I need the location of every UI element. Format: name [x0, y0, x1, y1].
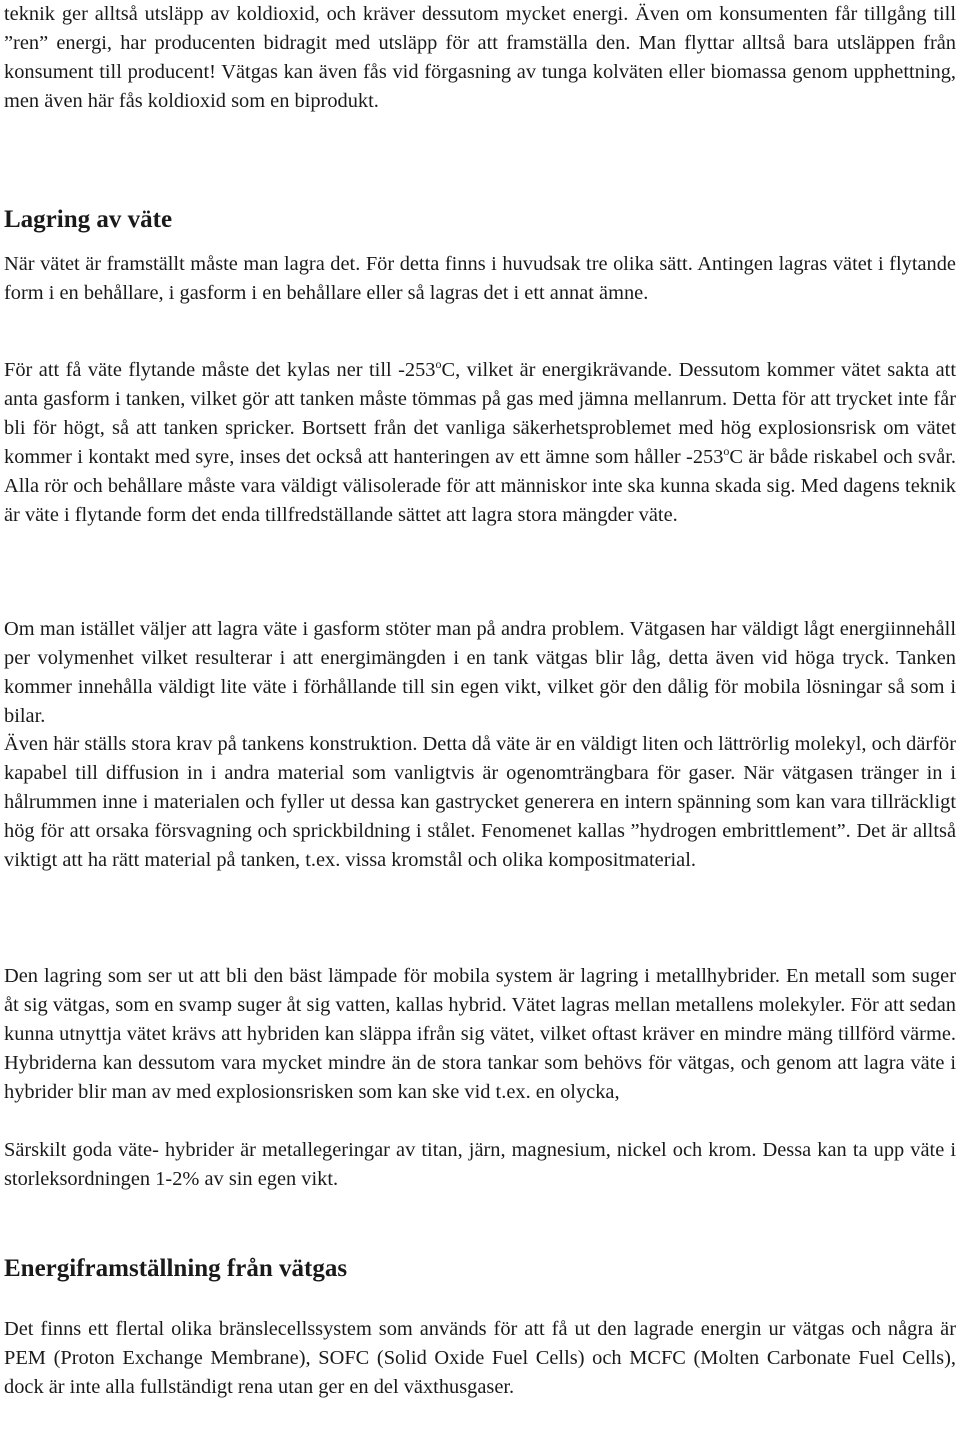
storage-p2-part2: C, vilket är energikrävande. Dessutom kommer vätet sakta att anta gasform i tanken, vilket gör att tanken måste tömmas på gas med jämna mellanrum. Detta för att trycket inte får bli för högt, så att tanken spricker. Bortsett från det vanliga säkerhetsproblemet med hög explosionsrisk om vätet kommer i kontakt med syre, inses det också att hanteringen av ett ämne som håller -253	[4, 359, 956, 468]
storage-paragraph-5: Den lagring som ser ut att bli den bäst lämpade för mobila system är lagring i metallhybrider. En metall som suger åt sig vätgas, som en svamp suger åt sig vatten, kallas hybrid. Vätet lagras mellan metallens molekyler. För att sedan kunna utnyttja vätet krävs att hybriden kan släppa ifrån sig vätet, vilket oftast kräver en mindre mäng tillförd värme. Hybriderna kan dessutom vara mycket mindre än de stora tankar som behövs för vätgas, och genom att lagra väte i hybrider blir man av med explosionsrisken som kan ske vid t.ex. en olycka,	[4, 965, 956, 1103]
energy-heading: Energiframställning från vätgas	[4, 1255, 348, 1282]
storage-paragraph-4: Även här ställs stora krav på tankens konstruktion. Detta då väte är en väldigt liten och lättrörlig molekyl, och därför kapabel till diffusion in i andra material som vanligtvis är ogenomträngbara för gaser. När vätgasen tränger in i hålrummen inne i materialen och fyller ut dessa kan gastrycket generera en intern spänning som kan vara tillräckligt hög för att orsaka försvagning och sprickbildning i stålet. Fenomenet kallas ”hydrogen embrittlement”. Det är alltså viktigt att ha rätt material på tanken, t.ex. vissa kromstål och olika kompositmaterial.	[4, 733, 956, 871]
storage-p2-part3: C är både riskabel och svår. Alla rör och behållare måste vara väldigt välisolerade för att människor inte ska kunna skada sig. Med dagens teknik är väte i flytande form det enda tillfredställande sättet att lagra stora mängder väte.	[4, 445, 957, 526]
storage-paragraph-2	[4, 356, 956, 529]
storage-p2-part1: För att få väte flytande måste det kylas ner till -253	[4, 359, 436, 381]
energy-paragraph-1: Det finns ett flertal olika bränslecellssystem som används för att få ut den lagrade energin ur vätgas och några är PEM (Proton Exchange Membrane), SOFC (Solid Oxide Fuel Cells) och MCFC (Molten Carbonate Fuel Cells), dock är inte alla fullständigt rena utan ger en del växthusgaser.	[4, 1318, 956, 1398]
storage-paragraph-1: När vätet är framställt måste man lagra det. För detta finns i huvudsak tre olika sätt. Antingen lagras vätet i flytande form i en behållare, i gasform i en behållare eller så lagras det i ett annat ämne.	[4, 253, 956, 304]
storage-heading: Lagring av väte	[4, 206, 173, 233]
storage-paragraph-3: Om man istället väljer att lagra väte i gasform stöter man på andra problem. Vätgasen har väldigt lågt energiinnehåll per volymenhet vilket resulterar i att energimängden i en tank vätgas blir låg, detta även vid höga tryck. Tanken kommer innehålla väldigt lite väte i förhållande till sin egen vikt, vilket gör den dålig för mobila lösningar så som i bilar.	[4, 618, 956, 727]
degree-superscript: o	[435, 357, 442, 371]
intro-paragraph: teknik ger alltså utsläpp av koldioxid, och kräver dessutom mycket energi. Även om konsumenten får tillgång till ”ren” energi, har producenten bidragit med utsläpp för att framställa den. Man flyttar alltså bara utsläppen från konsument till producent! Vätgas kan även fås vid förgasning av tunga kolväten eller biomassa genom upphettning, men även här fås koldioxid som en biprodukt.	[4, 3, 956, 112]
storage-paragraph-6: Särskilt goda väte- hybrider är metallegeringar av titan, järn, magnesium, nickel och krom. Dessa kan ta upp väte i storleksordningen 1-2% av sin egen vikt.	[4, 1139, 956, 1190]
degree-superscript: o	[723, 443, 730, 458]
